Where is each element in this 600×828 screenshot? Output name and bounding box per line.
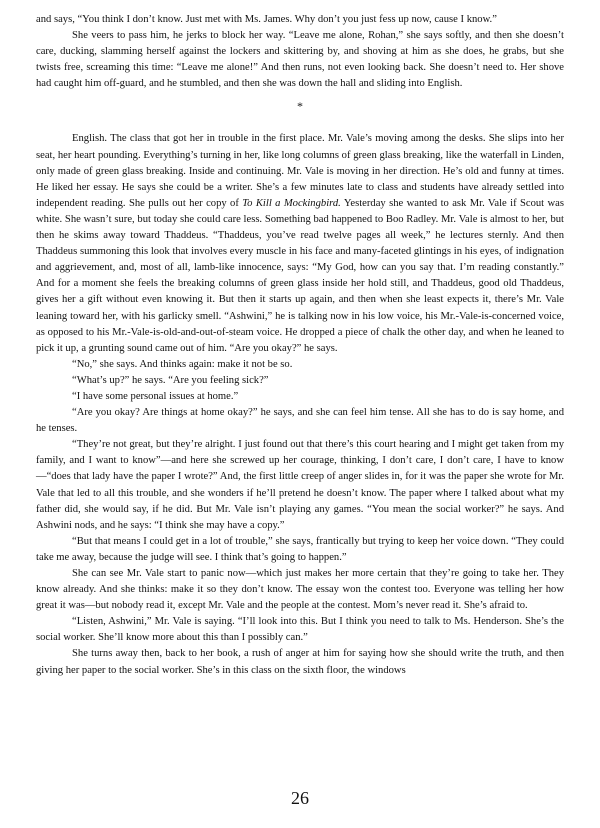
book-title: To Kill a Mockingbird. [242,197,341,209]
section-break-asterisk: * [297,99,303,114]
paragraph: She can see Mr. Vale start to panic now—which just makes her more certain that they’re going to take her. They know already. And she thinks: make it so they don’t know. The essay won the contest too. Everyone was telling her how great it was—but nobody read it, except Mr. Vale and the people at the contest. Mom’s never read it. She’s afraid to. [36,568,564,612]
paragraph: “No,” she says. And thinks again: make it not be so. [72,358,293,370]
paragraph: “I have some personal issues at home.” [72,390,239,402]
paragraph: She veers to pass him, he jerks to block her way. “Leave me alone, Rohan,” she says softly, and then she doesn’t care, ducking, slamming herself against the lockers and skittering by, and shoving at him as she does, he grabs, but she twists free, screaming this time: “Leave me alone!” And then runs, not even looking back. She doesn’t need to. Her shove had caught him off-guard, and he stumbled, and then she was down the hall and sliding into English. [36,30,564,90]
paragraph [36,131,564,356]
paragraph: “But that means I could get in a lot of trouble,” she says, frantically but trying to keep her voice down. “They could take me away, because the judge will see. I think that’s going to happen.” [36,535,564,563]
paragraph: “Listen, Ashwini,” Mr. Vale is saying. “I’ll look into this. But I think you need to talk to Ms. Henderson. She’s the social worker. She’ll know more about this than I possibly can.” [36,616,564,644]
paragraph: “What’s up?” he says. “Are you feeling sick?” [72,374,269,386]
paragraph: She turns away then, back to her book, a rush of anger at him for saying how she should write the truth, and then giving her paper to the social worker. She’s in this class on the sixth floor, the windows [36,648,564,676]
page-number: 26 [291,788,309,808]
paragraph-text: Yesterday she wanted to ask Mr. Vale if Scout was white. She wasn’t sure, but today she could care less. Something bad happened to Boo Radley. Mr. Vale is almost to her, but then he skims away toward Thaddeus. “Thaddeus, you’ve read twelve pages all week,” he lectures sternly. And then Thaddeus summoning this look that involves every muscle in his face and many-faceted glintings in his eyes, of indignation and aggrievement, and, most of all, lamb-like innocence, says: “My God, how can you say that. I’m reading constantly.” And for a moment she feels the breaking columns of green glass inside her hold still, and Thaddeus, good old Thaddeus, gives her a gift without even knowing it. But then it starts up again, and then when she least expects it, there’s Mr. Vale leaning toward her, with his garlicky smell. “Ashwini,” he is talking now in his low voice, his Mr.-Vale-is-concerned voice, as opposed to his Mr.-Vale-is-old-and-out-of-steam voice. He dropped a piece of chalk the other day, and when he leaned to pick it up, a grunting sound came out of him. “Are you okay?” he says. [36,197,564,354]
paragraph: and says, “You think I don’t know. Just met with Ms. James. Why don’t you just fess up now, cause I know.” [36,14,497,25]
paragraph: “Are you okay? Are things at home okay?” he says, and she can feel him tense. All she has to do is say home, and he tenses. [36,407,564,435]
paragraph: “They’re not great, but they’re alright. I just found out that there’s this court hearing and I might get taken from my family, and I want to know”—and here she screwed up her courage, thinking, I don’t care, I don’t care, I have to know—“does that lady have the paper I wrote?” And, the first little creep of anger slides in, for it was the paper she wrote for Mr. Vale that led to all this trouble, and she wonders if he’ll pretend he doesn’t know. The paper where I talked about what my father did, she would say, if he did. But Mr. Vale isn’t playing any games. “You mean the social worker?” he says. And Ashwini nods, and he says: “I think she may have a copy.” [36,439,564,531]
paragraph-text: English. The class that got her in trouble in the first place. Mr. Vale’s moving among the desks. She slips into her seat, her heart pounding. Everything’s turning in her, like long columns of green glass breaking, like the waterfall in Linden, only made of green glass breaking. Inside and continuing. Mr. Vale is moving in her direction. He’s old and funny at times. He liked her essay. He says she could be a writer. She’s a few minutes late to class and students have already settled into independent reading. She pulls out her copy of [36,133,564,209]
